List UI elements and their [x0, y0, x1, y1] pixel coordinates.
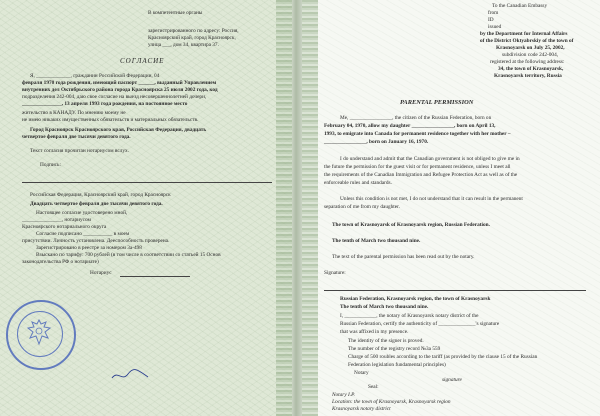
signature-label: Подпись: — [40, 162, 61, 168]
notary-certification-line: Зарегистрировано в реестре за номером 3а-498 — [36, 245, 142, 251]
permission-text-line: Me, ________________, the citizen of the Russian Federation, born on — [340, 115, 492, 121]
header-line: subdivision code 242-004, — [502, 52, 559, 58]
header-line: of the District Oktyabrskiy of the town of — [480, 38, 574, 44]
date-line: The tenth of March two thousand nine. — [332, 238, 421, 244]
understanding-text-line: the future the permission for the guest visit or for permanent residence, unless I meet all — [324, 164, 511, 170]
footer-line: Notary I.P. — [332, 392, 356, 398]
read-by-notary-text: Текст согласия прочитан нотариусом вслух. — [30, 148, 129, 154]
understanding-text-line: I do understand and admit that the Canadian government is not obliged to give me in — [340, 156, 520, 162]
document-border-decoration — [302, 0, 318, 416]
identity-proved-line: The identity of the signer is proved. — [348, 338, 424, 344]
english-translation-document — [302, 0, 600, 416]
place-line: The town of Krasnoyarsk of Krasnoyarsk region, Russian Federation. — [332, 222, 490, 228]
notary-label: Notary — [354, 370, 369, 376]
header-line: Krasnoyarsk on July 25, 2002, — [496, 45, 565, 51]
header-line: registered at the following address: — [490, 59, 565, 65]
notary-certification-line: Взыскано по тарифу: 700 рублей (в том числе в соответствии со статьей 15 Основ — [36, 252, 221, 258]
permission-text-line: ________________, born on January 16, 1970. — [324, 139, 429, 145]
condition-text-line: separation of me from my daughter. — [324, 204, 400, 210]
charge-line: Charge of 500 roubles according to the tariff (as provided by the clause 15 of the Russian — [348, 354, 538, 360]
header-line: To the Canadian Embassy — [492, 3, 548, 9]
notary-certification-line: Согласие подписано ___________ в моем — [36, 231, 130, 237]
header-line: by the Department for Internal Affairs — [480, 31, 568, 37]
consent-text-line: подразделения 242-004, даю свое согласие на выезд несовершеннолетней дочери, — [22, 94, 207, 100]
header-line: Красноярский край, город Красноярск, — [148, 35, 236, 41]
document-title: PARENTAL PERMISSION — [400, 99, 474, 106]
document-border-decoration — [276, 0, 292, 416]
handwritten-signature — [110, 368, 150, 382]
read-by-notary-text: The text of the parental permission has been read out by the notary. — [332, 254, 475, 260]
header-line: 34, the town of Krasnoyarsk, — [498, 66, 564, 72]
certification-place: Russian Federation, Krasnoyarsk region, the town of Krasnoyarsk — [340, 296, 491, 302]
header-line: улица ___, дом 34, квартира 37. — [148, 42, 219, 48]
notary-signature-line — [120, 276, 190, 277]
header-line: Krasnoyarsk territory, Russia — [494, 73, 562, 79]
certification-line: that was affixed in my presence. — [340, 329, 409, 335]
separator-line — [324, 290, 586, 291]
certification-line: I, ____________, the notary of Krasnoyarsk notary district of the — [340, 313, 479, 319]
document-title: СОГЛАСИЕ — [120, 57, 165, 65]
certification-line: Russian Federation, certify the authenticity of ______________'s signature — [340, 321, 500, 327]
certification-date: The tenth of March two thousand nine. — [340, 304, 429, 310]
understanding-text-line: enforceable rules and standards. — [324, 180, 392, 186]
notary-signature-label: Нотариус — [90, 270, 112, 276]
header-line: зарегистрированного по адресу: Россия, — [148, 28, 239, 34]
notary-certification-line: законодательства РФ о нотариате) — [22, 259, 99, 265]
charge-line: Federation legislation fundamental principles) — [348, 362, 446, 368]
consent-text-line: четвертое февраля две тысячи девятого года. — [22, 134, 131, 140]
document-binding-fold — [292, 0, 302, 416]
russian-consent-document — [0, 0, 292, 416]
signature-label: Signature: — [324, 270, 346, 276]
signature-placeholder: signature — [442, 377, 462, 383]
coat-of-arms-icon — [26, 318, 52, 348]
consent-text-line: февраля 1970 года рождения, имеющий паспорт ______, выданный Управлением — [22, 80, 217, 86]
consent-text-line: жительство в КАНАДУ. По мнению моему не — [22, 110, 126, 116]
footer-line: Krasnoyarsk notary district — [332, 406, 391, 412]
separator-line — [22, 182, 272, 183]
footer-line: Location: the town of Krasnoyarsk, Krasnoyarsk region — [332, 399, 451, 405]
header-line: from — [488, 10, 499, 16]
consent-text-line: Город Красноярск Красноярского края, Российская Федерация, двадцать — [30, 127, 207, 133]
consent-text-line: Я, _____________, гражданин Российской Федерации, 04 — [30, 73, 160, 79]
notary-certification-line: _______________, нотариусом — [22, 217, 91, 223]
condition-text-line: Unless this condition is not met, I do not understand that it can result in the permanent — [340, 196, 523, 202]
consent-text-line: не имею никаких имущественных обязательств и материальных обязательств. — [22, 117, 199, 123]
header-line: В компетентные органы — [148, 10, 203, 16]
official-seal-stamp — [6, 300, 76, 370]
header-line: ID — [488, 17, 494, 23]
seal-label: Seal: — [368, 384, 379, 390]
notary-certification-line: присутствии. Личность установлена. Дееспособность проверена. — [22, 238, 170, 244]
permission-text-line: February 04, 1970, allow my daughter ________________, born on April 13, — [324, 123, 496, 129]
permission-text-line: 1993, to emigrate into Canada for permanent residence together with her mother – — [324, 131, 511, 137]
place-line: Российская Федерация, Красноярский край, город Красноярск — [30, 192, 171, 198]
consent-text-line: _______________, 13 апреля 1993 года рождения, на постоянное место — [22, 101, 188, 107]
notary-certification-line: Настоящее согласие удостоверено мной, — [36, 210, 128, 216]
registry-number-line: The number of the registry record №3а 559 — [348, 346, 441, 352]
date-line: Двадцать четвертое февраля две тысячи девятого года. — [30, 201, 163, 207]
notary-certification-line: Красноярского нотариального округа — [22, 224, 107, 230]
header-line: issued — [488, 24, 502, 30]
understanding-text-line: the requirements of the Canadian Immigration and Refugee Protection Act as well as of the — [324, 172, 518, 178]
consent-text-line: внутренних дел Октябрьского района города Красноярска 25 июля 2002 года, код — [22, 87, 218, 93]
